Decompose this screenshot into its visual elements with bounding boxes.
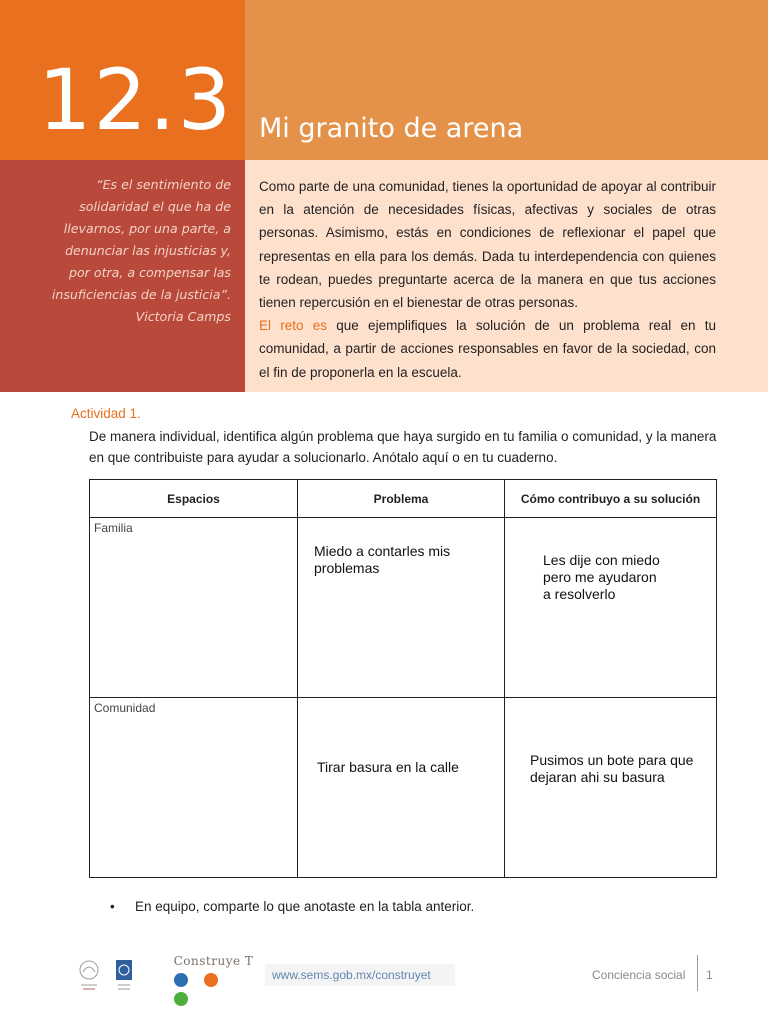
challenge-label: El reto es [259,318,328,334]
footer [0,950,768,1000]
intro-text [259,175,716,384]
section-title-block [245,0,768,160]
quote-line: por otra, a compensar las [68,265,231,280]
bullet-item [110,899,474,914]
section-title: Mi granito de arena [259,113,524,144]
problem-answer: Tirar basura en la calle [317,759,459,775]
challenge-text: que ejemplifiques la solución de un problema real en tu comunidad, a partir de acciones responsables en favor de la sociedad, con el fin de proponerla en la escuela. [259,318,716,380]
solution-answer: Pusimos un bote para que dejaran ahi su basura [530,752,694,785]
table-header-row [90,480,717,518]
activity-title: Actividad 1. [71,406,141,421]
construye-t-text: Construye T [173,954,254,968]
bullet-text: En equipo, comparte lo que anotaste en la tabla anterior. [135,899,475,914]
quote-line: denunciar las injusticias y, [65,243,231,258]
quote-panel [0,160,245,392]
space-label: Familia [94,521,133,535]
pnud-logo-icon [115,958,133,994]
page-number: 1 [706,968,713,982]
quote-line: solidaridad el que ha de [79,199,231,214]
construye-t-icons [174,972,261,1010]
footer-divider [697,955,698,991]
intro-paragraph: Como parte de una comunidad, tienes la oportunidad de apoyar al contribuir en la atención de necesidades físicas, afectivas y sociales de otras personas. Asimismo, estás en condiciones de reflexionar el papel que representas en ella para los demás. Dada tu interdependencia con quienes te rodean, puedes preguntarte acerca de la manera en que tus acciones tienen repercusión en el bienestar de otras personas. [259,179,716,311]
solution-answer: Les dije con miedo pero me ayudaron a resolverlo [543,552,660,602]
footer-url-link[interactable]: www.sems.gob.mx/construyet [272,968,431,982]
section-number-block [0,0,245,160]
solution-cell[interactable] [505,518,717,698]
quote-line: “Es el sentimiento de [96,177,231,192]
quote-author: Victoria Camps [135,309,231,324]
solution-cell[interactable] [505,698,717,878]
footer-subject: Conciencia social [592,968,686,982]
problem-cell[interactable] [298,518,505,698]
intro-panel [245,160,768,392]
conocet-icon [174,973,188,987]
relacionat-icon [204,973,218,987]
activity-instructions: De manera individual, identifica algún problema que haya surgido en tu familia o comunidad, y la manera en que contribuiste para ayudar a solucionarlo. Anótalo aquí o en tu cuaderno. [89,429,717,465]
space-cell [90,518,298,698]
sep-logo-icon [73,958,105,994]
challenge-paragraph [259,314,716,384]
problem-answer: Miedo a contarles mis problemas [314,543,451,576]
quote-line: insuficiencias de la justicia”. [51,287,231,302]
section-number: 12.3 [38,51,234,149]
construye-t-logo [166,954,261,1000]
column-header-problema: Problema [298,480,505,518]
bullet-symbol: • [110,899,115,914]
activity-table [89,479,717,878]
table-row [90,518,717,698]
eliget-icon [174,992,188,1006]
column-header-solucion: Cómo contribuyo a su solución [505,480,717,518]
space-cell [90,698,298,878]
table-row [90,698,717,878]
problem-cell[interactable] [298,698,505,878]
column-header-espacios: Espacios [90,480,298,518]
quote [16,174,231,328]
space-label: Comunidad [94,701,156,715]
quote-line: llevarnos, por una parte, a [63,221,231,236]
